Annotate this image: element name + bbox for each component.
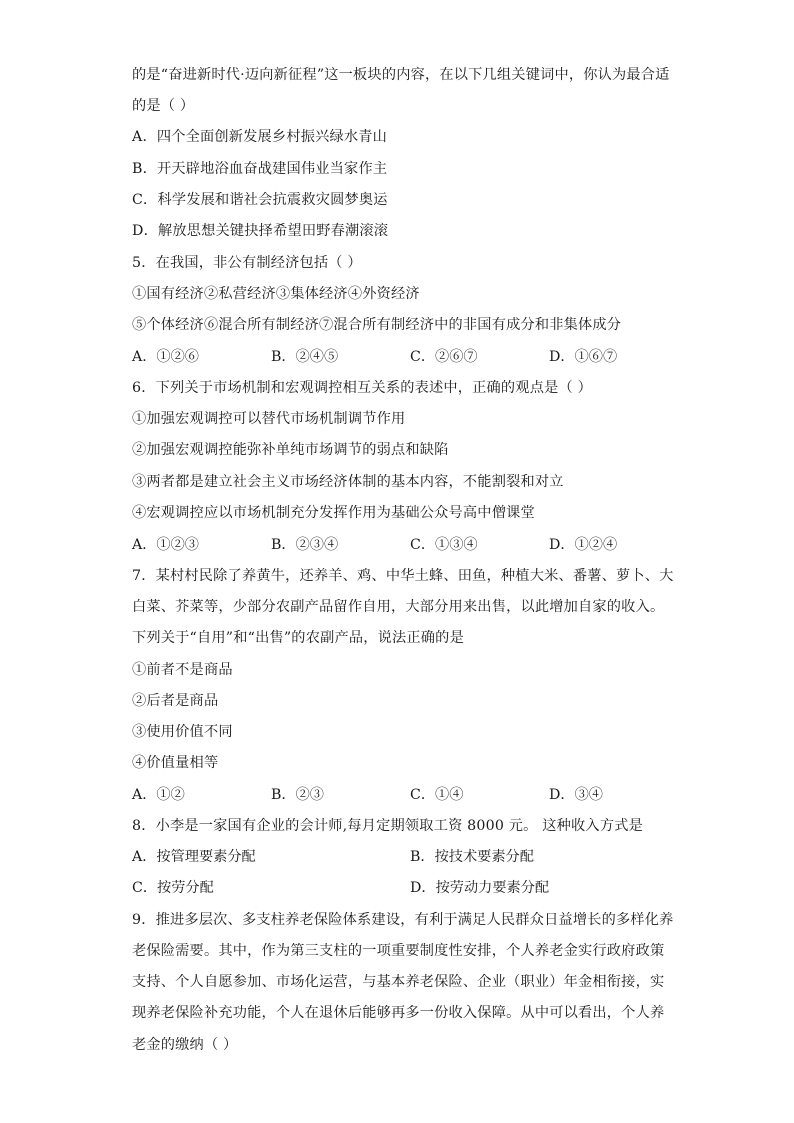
- q5-item-line2: ⑤个体经济⑥混合所有制经济⑦混合所有制经济中的非国有成分和非集体成分: [132, 317, 622, 333]
- q4-option-c: C．科学发展和谐社会抗震救灾圆梦奥运: [132, 192, 388, 208]
- q5-options: [132, 348, 692, 366]
- q6-option-a: A．①②③: [132, 537, 199, 553]
- q5-option-d: D．①⑥⑦: [549, 349, 618, 365]
- q6-option-c: C．①③④: [410, 537, 478, 553]
- q8-options-row2: [132, 879, 692, 897]
- q7-item-3: ③使用价值不同: [132, 724, 233, 740]
- q4-stem-line2: 的是（ ）: [132, 98, 195, 114]
- q4-option-d: D．解放思想关键抉择希望田野春潮滚滚: [132, 223, 389, 239]
- q6-stem: 6．下列关于市场机制和宏观调控相互关系的表述中，正确的观点是（ ）: [132, 380, 592, 396]
- q6-options: [132, 536, 692, 554]
- q7-stem-line3: 下列关于“自用”和“出售”的农副产品，说法正确的是: [132, 630, 464, 646]
- q8-option-d: D．按劳动力要素分配: [410, 880, 550, 896]
- q8-options-row1: [132, 848, 692, 866]
- q7-item-4: ④价值量相等: [132, 755, 219, 771]
- q6-item-4: ④宏观调控应以市场机制充分发挥作用为基础公众号高中僧课堂: [132, 505, 535, 521]
- q6-item-1: ①加强宏观调控可以替代市场机制调节作用: [132, 411, 406, 427]
- q4-option-a: A．四个全面创新发展乡村振兴绿水青山: [132, 129, 388, 145]
- q7-option-c: C．①④: [410, 787, 464, 803]
- q7-option-a: A．①②: [132, 787, 185, 803]
- q7-stem-line1: 7．某村村民除了养黄牛，还养羊、鸡、中华土蜂、田鱼，种植大米、番薯、萝卜、大: [132, 568, 674, 584]
- q5-option-c: C．②⑥⑦: [410, 349, 478, 365]
- q7-item-2: ②后者是商品: [132, 693, 219, 709]
- q7-option-d: D．③④: [549, 787, 603, 803]
- q9-stem-line1: 9．推进多层次、多支柱养老保险体系建设，有利于满足人民群众日益增长的多样化养: [132, 912, 674, 928]
- q6-option-d: D．①②④: [549, 537, 618, 553]
- q7-item-1: ①前者不是商品: [132, 662, 233, 678]
- q8-stem: 8．小李是一家国有企业的会计师,每月定期领取工资 8000 元。 这种收入方式是: [132, 818, 643, 834]
- q9-stem-line4: 现养老保险补充功能，个人在退休后能够再多一份收入保障。从中可以看出，个人养: [132, 1005, 665, 1021]
- q7-option-b: B．②③: [271, 787, 324, 803]
- q5-item-line1: ①国有经济②私营经济③集体经济④外资经济: [132, 286, 420, 302]
- q5-option-a: A．①②⑥: [132, 349, 199, 365]
- q9-stem-line3: 支持、个人自愿参加、市场化运营，与基本养老保险、企业（职业）年金相衔接，实: [132, 974, 665, 990]
- q8-option-c: C．按劳分配: [132, 880, 214, 896]
- q5-stem: 5．在我国，非公有制经济包括（ ）: [132, 255, 362, 271]
- q8-option-a: A．按管理要素分配: [132, 849, 256, 865]
- q9-stem-line5: 老金的缴纳（ ）: [132, 1037, 238, 1053]
- q4-stem-line1: 的是“奋进新时代·迈向新征程”这一板块的内容，在以下几组关键词中，你认为最合适: [132, 67, 670, 83]
- q6-option-b: B．②③④: [271, 537, 339, 553]
- q7-stem-line2: 白菜、芥菜等，少部分农副产品留作自用，大部分用来出售，以此增加自家的收入。: [132, 599, 665, 615]
- q5-option-b: B．②④⑤: [271, 349, 339, 365]
- q9-stem-line2: 老保险需要。其中，作为第三支柱的一项重要制度性安排，个人养老金实行政府政策: [132, 943, 665, 959]
- q8-option-b: B．按技术要素分配: [410, 849, 534, 865]
- q6-item-2: ②加强宏观调控能弥补单纯市场调节的弱点和缺陷: [132, 442, 449, 458]
- q4-option-b: B．开天辟地浴血奋战建国伟业当家作主: [132, 161, 388, 177]
- q6-item-3: ③两者都是建立社会主义市场经济体制的基本内容，不能割裂和对立: [132, 474, 564, 490]
- q7-options: [132, 786, 692, 804]
